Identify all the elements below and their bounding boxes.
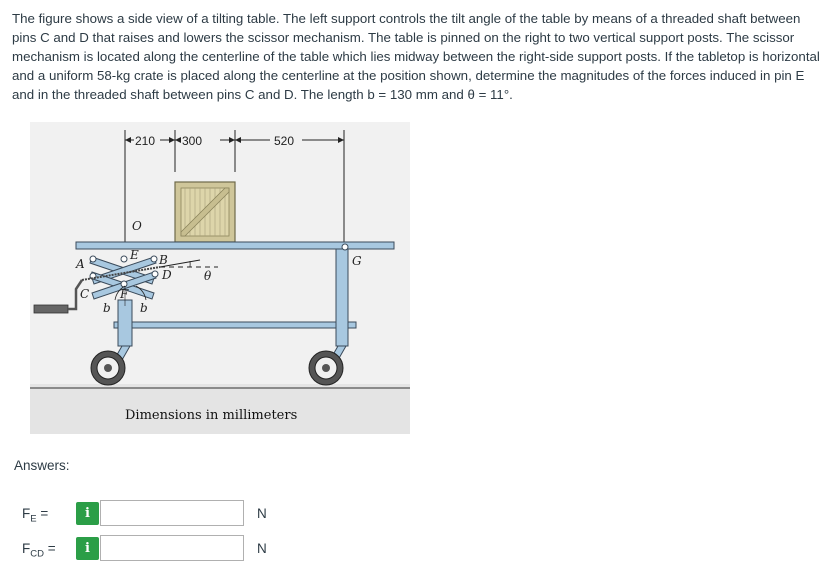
- label-b: B: [159, 253, 168, 267]
- dim-520-label: 520: [274, 134, 295, 148]
- label-e: E: [130, 248, 139, 262]
- fe-unit: N: [257, 506, 267, 521]
- fcd-label: $F_{CD}$ =: [22, 541, 56, 560]
- dim-300-label: 300: [182, 134, 203, 148]
- label-b-left: b: [103, 301, 111, 315]
- answer-row-fe: [22, 499, 282, 529]
- fe-info-button[interactable]: i: [76, 502, 99, 525]
- label-g: G: [352, 254, 362, 268]
- answer-row-fcd: [22, 534, 282, 564]
- fcd-answer-input[interactable]: [100, 535, 244, 561]
- label-theta: θ: [204, 269, 212, 283]
- answers-heading: Answers:: [14, 458, 70, 473]
- label-f: F: [120, 287, 129, 301]
- label-c: C: [80, 287, 90, 301]
- tilting-table-figure: [30, 122, 410, 434]
- label-a: A: [76, 257, 85, 271]
- crate-icon: [175, 182, 235, 242]
- problem-statement: The figure shows a side view of a tilting table. The left support controls the tilt angle of the table by means of a threaded shaft between pins C and D that raises and lowers the scissor mechanism. The table is pinned on the right to two vertical support posts. The scissor mechanism is located along the centerline of the table which lies midway between the right-side support posts. If the tabletop is horizontal and a uniform 58-kg crate is placed along the centerline at the position shown, determine the magnitudes of the forces induced in pin E and in the threaded shaft between pins C and D. The length b = 130 mm and θ = 11°.: [12, 11, 820, 102]
- label-b-right: b: [140, 301, 148, 315]
- figure-caption: Dimensions in millimeters: [125, 408, 298, 423]
- fcd-info-button[interactable]: i: [76, 537, 99, 560]
- label-d: D: [162, 268, 172, 282]
- dim-210-label: 210: [135, 134, 156, 148]
- fcd-unit: N: [257, 541, 267, 556]
- label-o: O: [132, 219, 142, 233]
- figure-svg: [30, 122, 410, 434]
- fe-label: $F_E$ =: [22, 506, 49, 525]
- fe-answer-input[interactable]: [100, 500, 244, 526]
